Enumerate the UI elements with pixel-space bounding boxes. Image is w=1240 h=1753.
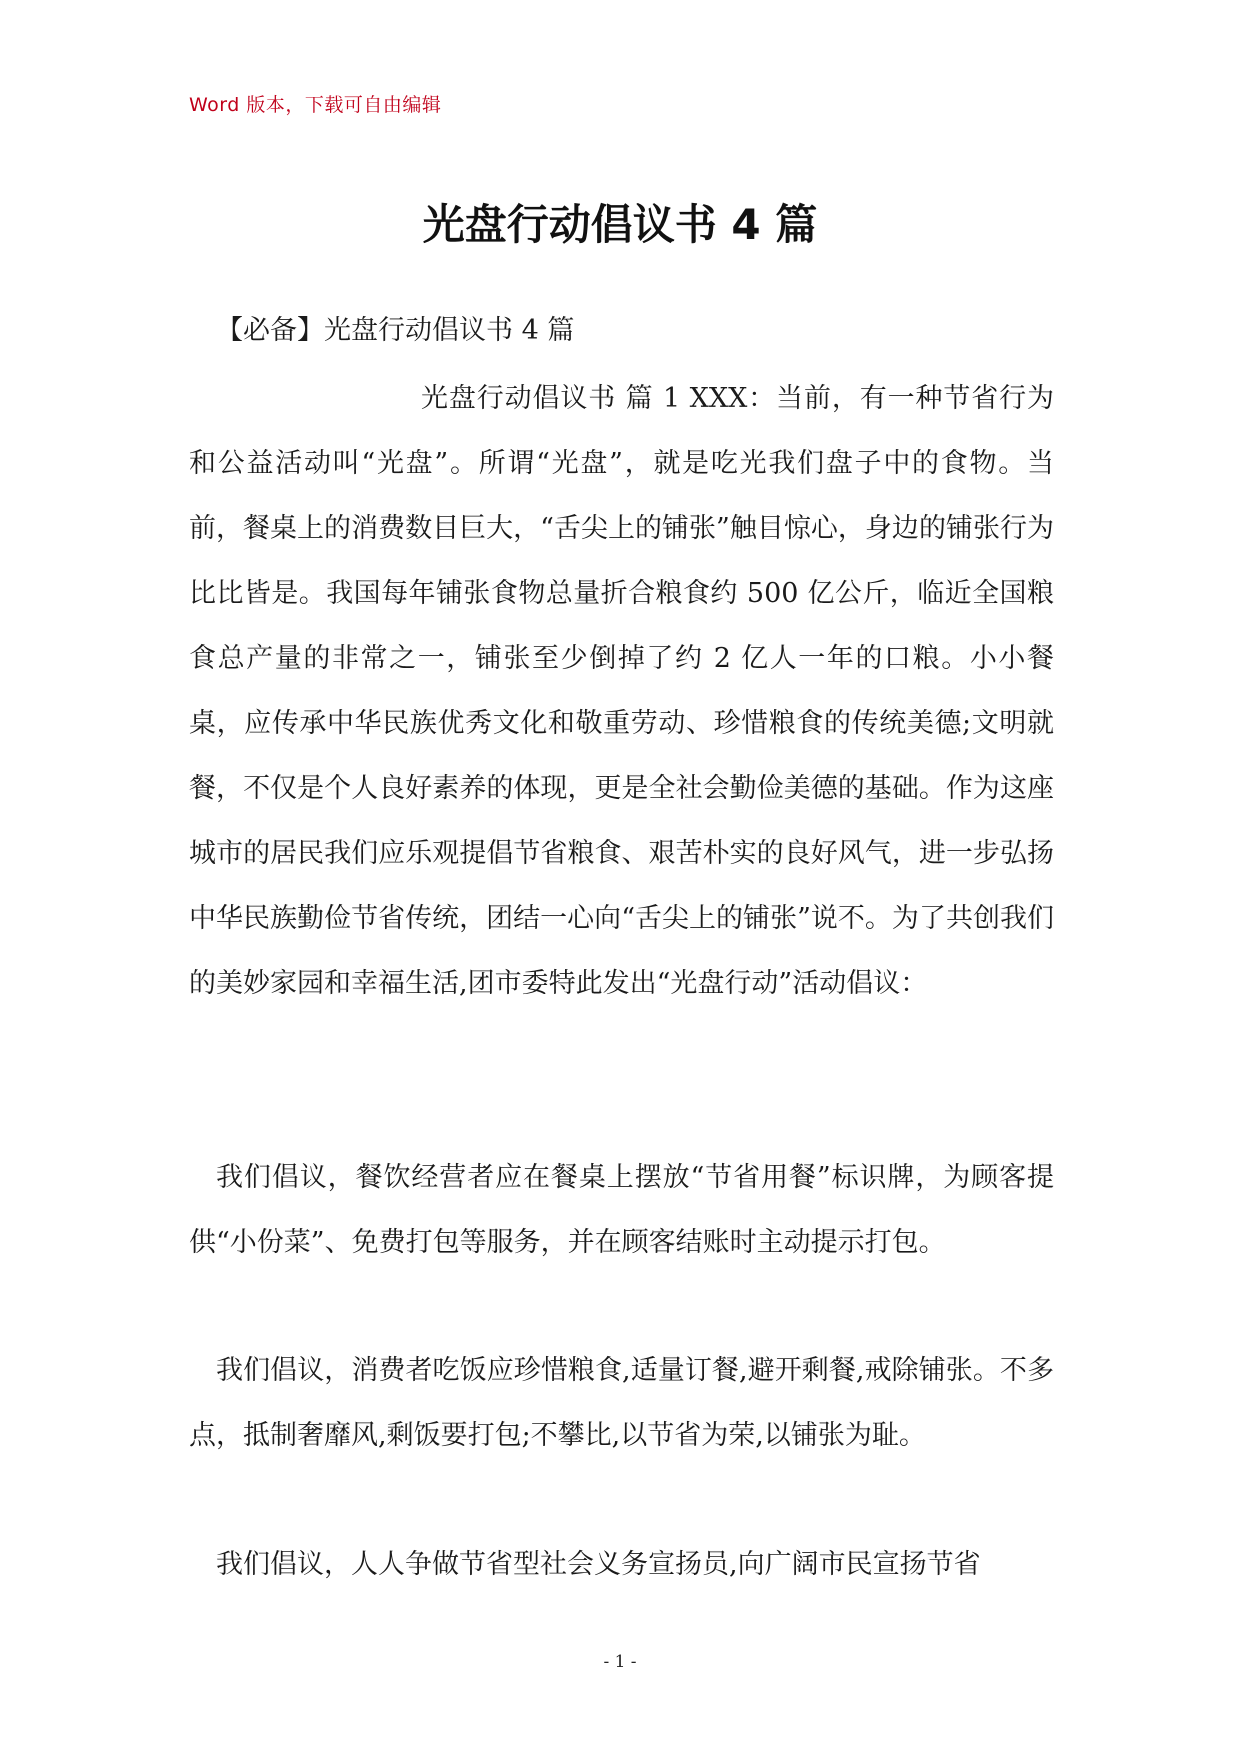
paragraph-2: 我们倡议，餐饮经营者应在餐桌上摆放“节省用餐”标识牌，为顾客提供“小份菜”、免费打包等服务，并在顾客结账时主动提示打包。 bbox=[189, 1162, 1054, 1258]
header-note: Word 版本，下载可自由编辑 bbox=[189, 94, 442, 116]
page-number: - 1 - bbox=[603, 1652, 637, 1672]
paragraph-3: 我们倡议，消费者吃饭应珍惜粮食,适量订餐,避开剩餐,戒除铺张。不多点，抵制奢靡风,剩饭要打包;不攀比,以节省为荣,以铺张为耻。 bbox=[189, 1355, 1054, 1451]
paragraph-4: 我们倡议，人人争做节省型社会义务宣扬员,向广阔市民宣扬节省 bbox=[216, 1549, 981, 1580]
subheading: 【必备】光盘行动倡议书 4 篇 bbox=[216, 315, 575, 346]
document-title: 光盘行动倡议书 4 篇 bbox=[422, 200, 818, 249]
paragraph-1: 光盘行动倡议书 篇 1 XXX：当前，有一种节省行为和公益活动叫“光盘”。所谓“光盘”，就是吃光我们盘子中的食物。当前，餐桌上的消费数目巨大，“舌尖上的铺张”触目惊心，身边的铺张行为比比皆是。我国每年铺张食物总量折合粮食约 500 亿公斤，临近全国粮食总产量的非常之一，铺张至少倒掉了约 2 亿人一年的口粮。小小餐桌，应传承中华民族优秀文化和敬重劳动、珍惜粮食的传统美德;文明就餐，不仅是个人良好素养的体现，更是全社会勤俭美德的基础。作为这座城市的居民我们应乐观提倡节省粮食、艰苦朴实的良好风气，进一步弘扬中华民族勤俭节省传统，团结一心向“舌尖上的铺张”说不。为了共创我们的美妙家园和幸福生活,团市委特此发出“光盘行动”活动倡议： bbox=[189, 383, 1054, 999]
